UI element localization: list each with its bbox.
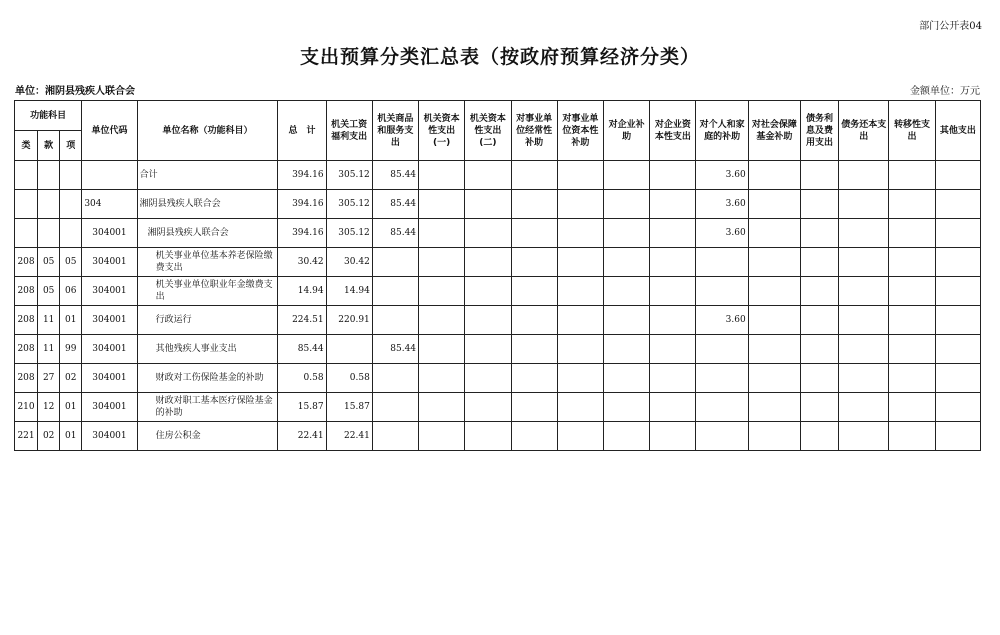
value-cell xyxy=(372,277,418,306)
value-cell xyxy=(800,306,838,335)
value-cell: 15.87 xyxy=(326,393,372,422)
value-cell xyxy=(372,306,418,335)
table-row xyxy=(15,335,981,364)
total-cell: 30.42 xyxy=(278,248,326,277)
value-cell: 220.91 xyxy=(326,306,372,335)
lei-cell: 221 xyxy=(15,422,38,451)
value-cell xyxy=(557,248,603,277)
value-cell xyxy=(889,161,935,190)
value-cell xyxy=(650,335,696,364)
lei-cell xyxy=(15,161,38,190)
value-cell xyxy=(465,277,511,306)
value-cell xyxy=(465,248,511,277)
lei-cell: 210 xyxy=(15,393,38,422)
kuan-cell: 05 xyxy=(38,248,60,277)
value-cell xyxy=(557,190,603,219)
value-cell xyxy=(650,422,696,451)
col-header: 对事业单位经常性补助 xyxy=(511,101,557,161)
unit-name-cell: 机关事业单位职业年金缴费支出 xyxy=(137,277,278,306)
xiang-cell: 01 xyxy=(60,393,82,422)
table-row xyxy=(15,277,981,306)
value-cell: 305.12 xyxy=(326,190,372,219)
total-cell: 85.44 xyxy=(278,335,326,364)
value-cell xyxy=(839,190,889,219)
value-cell xyxy=(557,335,603,364)
value-cell xyxy=(935,422,980,451)
unit-name-header: 单位名称（功能科目） xyxy=(137,101,278,161)
value-cell xyxy=(650,306,696,335)
value-cell xyxy=(603,161,649,190)
value-cell xyxy=(557,364,603,393)
value-cell xyxy=(511,306,557,335)
value-cell xyxy=(889,364,935,393)
value-cell xyxy=(557,219,603,248)
total-cell: 14.94 xyxy=(278,277,326,306)
total-header: 总 计 xyxy=(278,101,326,161)
value-cell xyxy=(419,248,465,277)
total-cell: 22.41 xyxy=(278,422,326,451)
value-cell xyxy=(511,277,557,306)
value-cell xyxy=(372,422,418,451)
value-cell xyxy=(465,190,511,219)
kuan-cell xyxy=(38,190,60,219)
value-cell xyxy=(511,161,557,190)
lei-cell xyxy=(15,190,38,219)
value-cell xyxy=(696,364,748,393)
value-cell xyxy=(800,393,838,422)
value-cell xyxy=(748,190,800,219)
table-row xyxy=(15,248,981,277)
unit-code-cell: 304001 xyxy=(82,277,137,306)
total-cell: 394.16 xyxy=(278,190,326,219)
lei-header: 类 xyxy=(15,131,38,161)
value-cell xyxy=(935,393,980,422)
kuan-header: 款 xyxy=(38,131,60,161)
value-cell xyxy=(800,422,838,451)
xiang-cell: 02 xyxy=(60,364,82,393)
value-cell xyxy=(372,248,418,277)
value-cell xyxy=(839,161,889,190)
value-cell: 3.60 xyxy=(696,161,748,190)
col-header: 债务利息及费用支出 xyxy=(800,101,838,161)
value-cell xyxy=(419,422,465,451)
value-cell: 3.60 xyxy=(696,190,748,219)
unit-name-cell: 行政运行 xyxy=(137,306,278,335)
col-header: 其他支出 xyxy=(935,101,980,161)
value-cell: 0.58 xyxy=(326,364,372,393)
func-subject-header: 功能科目 xyxy=(15,101,82,131)
unit-code-cell: 304001 xyxy=(82,393,137,422)
unit-code-cell: 304 xyxy=(82,190,137,219)
value-cell xyxy=(839,248,889,277)
unit-code-cell xyxy=(82,161,137,190)
value-cell xyxy=(800,335,838,364)
xiang-cell: 05 xyxy=(60,248,82,277)
table-row xyxy=(15,190,981,219)
table-row xyxy=(15,422,981,451)
unit-code-cell: 304001 xyxy=(82,219,137,248)
value-cell xyxy=(935,161,980,190)
table-row xyxy=(15,161,981,190)
col-header: 对事业单位资本性补助 xyxy=(557,101,603,161)
value-cell xyxy=(511,393,557,422)
col-header: 机关商品和服务支出 xyxy=(372,101,418,161)
value-cell xyxy=(935,277,980,306)
value-cell xyxy=(557,393,603,422)
value-cell xyxy=(465,422,511,451)
value-cell: 85.44 xyxy=(372,161,418,190)
value-cell: 85.44 xyxy=(372,190,418,219)
value-cell xyxy=(748,277,800,306)
value-cell xyxy=(465,335,511,364)
kuan-cell: 02 xyxy=(38,422,60,451)
xiang-cell xyxy=(60,219,82,248)
value-cell xyxy=(603,306,649,335)
value-cell xyxy=(748,364,800,393)
value-cell xyxy=(419,161,465,190)
value-cell xyxy=(465,393,511,422)
unit-name-cell: 机关事业单位基本养老保险缴费支出 xyxy=(137,248,278,277)
unit-name-cell: 合计 xyxy=(137,161,278,190)
value-cell xyxy=(419,277,465,306)
unit-code-cell: 304001 xyxy=(82,306,137,335)
unit-code-cell: 304001 xyxy=(82,335,137,364)
value-cell xyxy=(650,190,696,219)
value-cell xyxy=(935,306,980,335)
value-cell xyxy=(800,248,838,277)
value-cell xyxy=(650,219,696,248)
value-cell xyxy=(839,306,889,335)
value-cell xyxy=(650,161,696,190)
lei-cell: 208 xyxy=(15,364,38,393)
amount-unit-label: 金额单位：万元 xyxy=(910,86,980,97)
value-cell xyxy=(935,219,980,248)
unit-name-cell: 其他残疾人事业支出 xyxy=(137,335,278,364)
value-cell xyxy=(419,306,465,335)
value-cell xyxy=(748,219,800,248)
unit-code-header: 单位代码 xyxy=(82,101,137,161)
value-cell xyxy=(511,219,557,248)
unit-code-cell: 304001 xyxy=(82,248,137,277)
lei-cell: 208 xyxy=(15,335,38,364)
col-header: 对个人和家庭的补助 xyxy=(696,101,748,161)
value-cell xyxy=(603,190,649,219)
lei-cell xyxy=(15,219,38,248)
form-code: 部门公开表04 xyxy=(919,21,982,32)
value-cell xyxy=(419,364,465,393)
value-cell xyxy=(800,277,838,306)
value-cell xyxy=(419,190,465,219)
value-cell xyxy=(839,335,889,364)
value-cell xyxy=(800,219,838,248)
value-cell xyxy=(889,306,935,335)
unit-label: 单位：湘阴县残疾人联合会 xyxy=(15,86,135,97)
col-header: 对社会保障基金补助 xyxy=(748,101,800,161)
table-row xyxy=(15,219,981,248)
xiang-cell xyxy=(60,190,82,219)
value-cell xyxy=(465,161,511,190)
value-cell: 305.12 xyxy=(326,219,372,248)
value-cell xyxy=(748,248,800,277)
value-cell xyxy=(326,335,372,364)
value-cell xyxy=(839,364,889,393)
value-cell xyxy=(557,306,603,335)
table-row xyxy=(15,364,981,393)
table-row xyxy=(15,306,981,335)
kuan-cell: 11 xyxy=(38,306,60,335)
value-cell: 3.60 xyxy=(696,219,748,248)
kuan-cell xyxy=(38,161,60,190)
value-cell xyxy=(650,248,696,277)
value-cell xyxy=(889,422,935,451)
xiang-header: 项 xyxy=(60,131,82,161)
value-cell: 14.94 xyxy=(326,277,372,306)
col-header: 机关资本性支出(一) xyxy=(419,101,465,161)
col-header: 机关工资福利支出 xyxy=(326,101,372,161)
value-cell xyxy=(557,161,603,190)
value-cell: 22.41 xyxy=(326,422,372,451)
value-cell xyxy=(889,248,935,277)
value-cell xyxy=(419,335,465,364)
kuan-cell xyxy=(38,219,60,248)
xiang-cell: 99 xyxy=(60,335,82,364)
value-cell xyxy=(696,393,748,422)
value-cell xyxy=(603,219,649,248)
xiang-cell: 06 xyxy=(60,277,82,306)
value-cell xyxy=(511,422,557,451)
value-cell xyxy=(889,190,935,219)
value-cell xyxy=(748,393,800,422)
value-cell xyxy=(935,190,980,219)
value-cell xyxy=(557,277,603,306)
value-cell xyxy=(889,335,935,364)
value-cell xyxy=(800,190,838,219)
value-cell xyxy=(419,219,465,248)
col-header: 机关资本性支出(二) xyxy=(465,101,511,161)
value-cell xyxy=(889,219,935,248)
col-header: 债务还本支出 xyxy=(839,101,889,161)
total-cell: 0.58 xyxy=(278,364,326,393)
value-cell xyxy=(372,393,418,422)
value-cell xyxy=(696,248,748,277)
value-cell xyxy=(603,248,649,277)
unit-code-cell: 304001 xyxy=(82,422,137,451)
unit-name-cell: 湘阴县残疾人联合会 xyxy=(137,219,278,248)
value-cell xyxy=(696,277,748,306)
value-cell xyxy=(800,364,838,393)
kuan-cell: 11 xyxy=(38,335,60,364)
total-cell: 394.16 xyxy=(278,219,326,248)
unit-name-cell: 财政对职工基本医疗保险基金的补助 xyxy=(137,393,278,422)
value-cell: 3.60 xyxy=(696,306,748,335)
value-cell xyxy=(511,248,557,277)
value-cell xyxy=(696,335,748,364)
xiang-cell xyxy=(60,161,82,190)
value-cell xyxy=(889,393,935,422)
value-cell xyxy=(465,219,511,248)
value-cell xyxy=(511,364,557,393)
value-cell xyxy=(465,306,511,335)
value-cell xyxy=(650,393,696,422)
lei-cell: 208 xyxy=(15,306,38,335)
total-cell: 15.87 xyxy=(278,393,326,422)
lei-cell: 208 xyxy=(15,248,38,277)
value-cell xyxy=(603,422,649,451)
value-cell xyxy=(935,364,980,393)
xiang-cell: 01 xyxy=(60,422,82,451)
col-header: 对企业资本性支出 xyxy=(650,101,696,161)
value-cell: 30.42 xyxy=(326,248,372,277)
value-cell: 85.44 xyxy=(372,335,418,364)
kuan-cell: 27 xyxy=(38,364,60,393)
total-cell: 224.51 xyxy=(278,306,326,335)
col-header: 转移性支出 xyxy=(889,101,935,161)
value-cell xyxy=(748,161,800,190)
value-cell xyxy=(839,277,889,306)
table-row xyxy=(15,393,981,422)
unit-name-cell: 湘阴县残疾人联合会 xyxy=(137,190,278,219)
unit-name-cell: 住房公积金 xyxy=(137,422,278,451)
value-cell xyxy=(889,277,935,306)
total-cell: 394.16 xyxy=(278,161,326,190)
value-cell xyxy=(839,219,889,248)
value-cell xyxy=(696,422,748,451)
value-cell xyxy=(557,422,603,451)
expenditure-table xyxy=(14,100,981,451)
value-cell xyxy=(511,335,557,364)
value-cell xyxy=(419,393,465,422)
value-cell xyxy=(748,335,800,364)
value-cell xyxy=(748,422,800,451)
col-header: 对企业补助 xyxy=(603,101,649,161)
page-title: 支出预算分类汇总表（按政府预算经济分类） xyxy=(299,46,700,68)
value-cell xyxy=(650,277,696,306)
value-cell xyxy=(603,335,649,364)
value-cell xyxy=(800,161,838,190)
value-cell xyxy=(839,393,889,422)
value-cell xyxy=(603,364,649,393)
value-cell xyxy=(650,364,696,393)
value-cell xyxy=(839,422,889,451)
value-cell xyxy=(511,190,557,219)
xiang-cell: 01 xyxy=(60,306,82,335)
lei-cell: 208 xyxy=(15,277,38,306)
unit-name-cell: 财政对工伤保险基金的补助 xyxy=(137,364,278,393)
kuan-cell: 12 xyxy=(38,393,60,422)
value-cell xyxy=(372,364,418,393)
value-cell: 85.44 xyxy=(372,219,418,248)
value-cell xyxy=(603,277,649,306)
kuan-cell: 05 xyxy=(38,277,60,306)
unit-code-cell: 304001 xyxy=(82,364,137,393)
value-cell xyxy=(465,364,511,393)
value-cell xyxy=(935,335,980,364)
value-cell xyxy=(935,248,980,277)
value-cell xyxy=(603,393,649,422)
value-cell: 305.12 xyxy=(326,161,372,190)
value-cell xyxy=(748,306,800,335)
